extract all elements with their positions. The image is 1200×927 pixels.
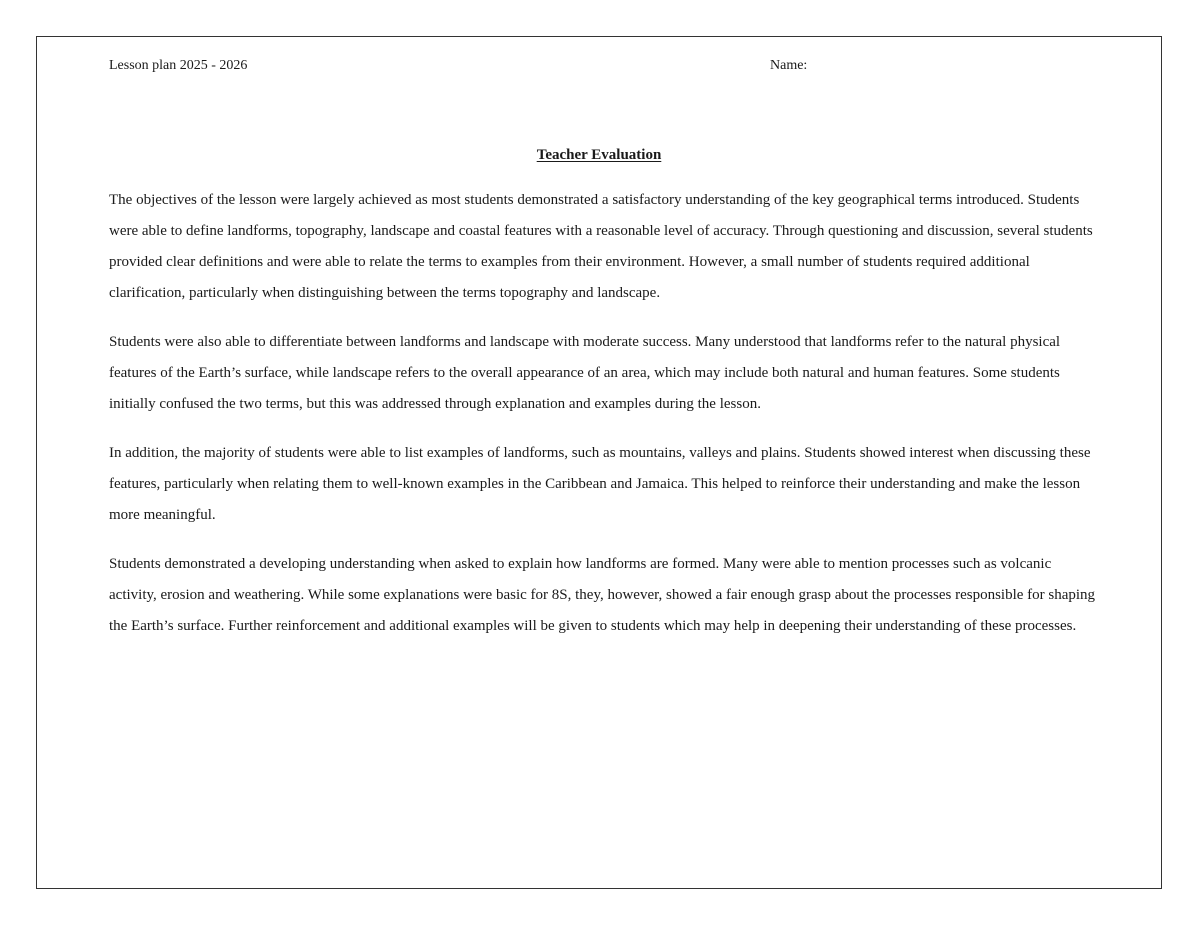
document-page bbox=[36, 36, 1162, 889]
document-title: Teacher Evaluation bbox=[536, 147, 662, 163]
paragraph-examples: In addition, the majority of students were able to list examples of landforms, such as mountains, valleys and plains. Students showed interest when discussing these features, particularly when relating them to well-known examples in the Caribbean and Jamaica. This helped to reinforce their understanding and make the lesson more meaningful. bbox=[109, 445, 1091, 523]
paragraph-differentiation: Students were also able to differentiate between landforms and landscape with moderate success. Many understood that landforms refer to the natural physical features of the Earth’s surface, while landscape refers to the overall appearance of an area, which may include both natural and human features. Some students initially confused the two terms, but this was addressed through explanation and examples during the lesson. bbox=[109, 334, 1061, 412]
header-lesson-plan: Lesson plan 2025 - 2026 bbox=[109, 58, 248, 73]
document-body bbox=[109, 185, 1099, 660]
paragraph-formation: Students demonstrated a developing understanding when asked to explain how landforms are formed. Many were able to mention processes such as volcanic activity, erosion and weathering. While some explanations were basic for 8S, they, however, showed a fair enough grasp about the processes responsible for shaping the Earth’s surface. Further reinforcement and additional examples will be given to students which may help in deepening their understanding of these processes. bbox=[109, 556, 1096, 634]
paragraph-objectives: The objectives of the lesson were largely achieved as most students demonstrated a satisfactory understanding of the key geographical terms introduced. Students were able to define landforms, topography, landscape and coastal features with a reasonable level of accuracy. Through questioning and discussion, several students provided clear definitions and were able to relate the terms to examples from their environment. However, a small number of students required additional clarification, particularly when distinguishing between the terms topography and landscape. bbox=[109, 192, 1093, 301]
header-name-label: Name: bbox=[770, 58, 808, 73]
